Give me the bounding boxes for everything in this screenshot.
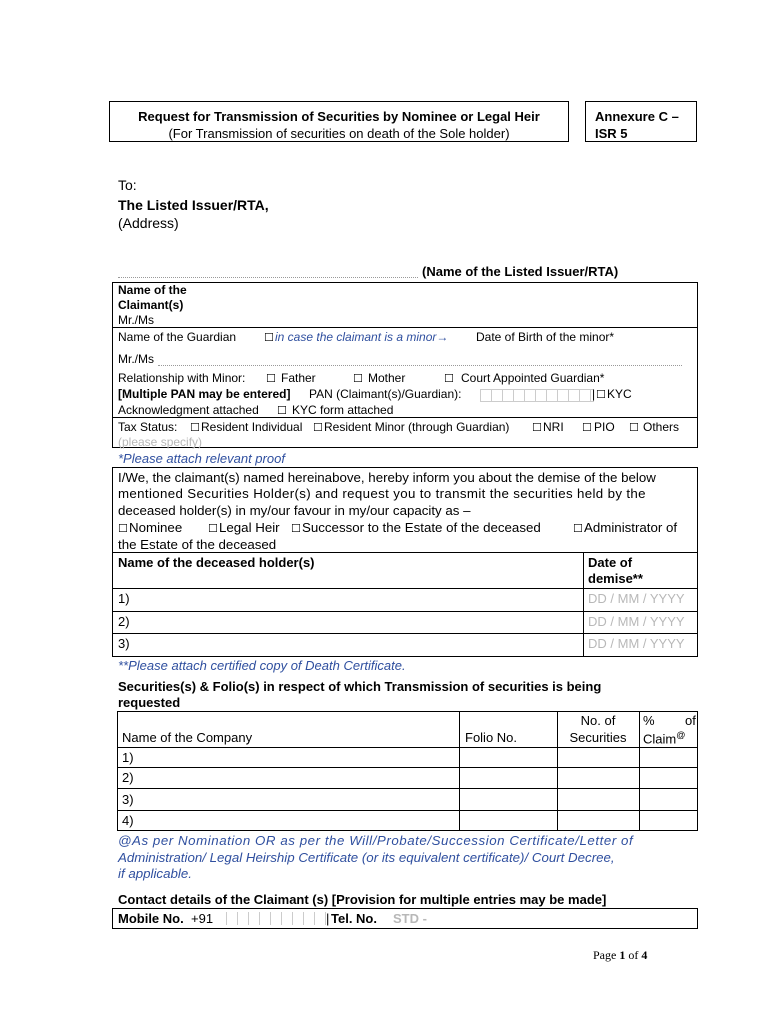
issuer-name-label: (Name of the Listed Issuer/RTA) <box>422 264 619 279</box>
successor-label: Successor to the Estate of the deceased <box>302 520 541 535</box>
minor-checkbox-icon[interactable]: ☐ <box>313 421 323 434</box>
successor-checkbox-icon[interactable]: ☐ <box>291 522 301 535</box>
nomination-note-2: Administration/ Legal Heirship Certificate (or its equivalent certificate)/ Court Decree, <box>118 850 615 865</box>
others-checkbox-icon[interactable]: ☐ <box>629 421 639 434</box>
relationship-label: Relationship with Minor: <box>118 371 246 385</box>
securities-table <box>117 711 698 831</box>
pct-claim-sup: @ <box>676 730 686 740</box>
form-subtitle: (For Transmission of securities on death of the Sole holder) <box>168 126 510 141</box>
mobile-input[interactable] <box>216 912 326 925</box>
page-prefix: Page <box>593 948 617 962</box>
divider <box>117 747 698 748</box>
claimant-name-label-2: Claimant(s) <box>118 298 184 312</box>
kyc-ack-label: Acknowledgment attached <box>118 403 259 417</box>
pan-label: PAN (Claimant(s)/Guardian): <box>309 387 462 401</box>
mobile-separator: | <box>326 911 330 926</box>
divider <box>112 417 698 418</box>
attach-proof-note: *Please attach relevant proof <box>118 451 285 466</box>
nominee-checkbox-icon[interactable]: ☐ <box>118 522 128 535</box>
kyc-checkbox-icon[interactable]: ☐ <box>596 388 606 401</box>
deceased-row-1: 1) <box>118 591 130 606</box>
nomination-note-3: if applicable. <box>118 866 192 881</box>
page-current: 1 <box>619 948 626 962</box>
others-label: Others <box>643 420 680 434</box>
guardian-name-field[interactable] <box>158 364 682 366</box>
dob-label: Date of Birth of the minor* <box>476 330 615 344</box>
nri-label: NRI <box>543 420 564 434</box>
court-checkbox-icon[interactable]: ☐ <box>444 372 454 385</box>
divider <box>112 633 698 634</box>
multiple-pan-label: [Multiple PAN may be entered] <box>118 387 291 401</box>
death-certificate-note: **Please attach certified copy of Death Certificate. <box>118 658 406 673</box>
tel-label: Tel. No. <box>331 911 377 926</box>
guardian-hint: in case the claimant is a minor→ <box>275 330 449 344</box>
divider <box>112 552 698 553</box>
deceased-name-header: Name of the deceased holder(s) <box>118 555 315 570</box>
to-label: To: <box>118 177 137 193</box>
divider <box>639 711 640 831</box>
resident-label: Resident Individual <box>201 420 303 434</box>
demise-date-1[interactable]: DD / MM / YYYY <box>588 591 685 606</box>
securities-row-3: 3) <box>122 792 134 807</box>
no-of-securities-header: No. of <box>580 713 616 728</box>
minor-label: Resident Minor (through Guardian) <box>324 420 510 434</box>
court-label: Court Appointed Guardian* <box>461 371 605 385</box>
page-of: of <box>628 948 639 962</box>
resident-checkbox-icon[interactable]: ☐ <box>190 421 200 434</box>
kyc-form-checkbox-icon[interactable]: ☐ <box>277 404 287 417</box>
mobile-prefix: +91 <box>191 911 214 926</box>
pio-checkbox-icon[interactable]: ☐ <box>582 421 592 434</box>
page-number <box>593 948 647 963</box>
mother-label: Mother <box>368 371 406 385</box>
securities-row-2: 2) <box>122 770 134 785</box>
mother-checkbox-icon[interactable]: ☐ <box>353 372 363 385</box>
pct-claim-of: of <box>685 713 696 728</box>
legal-heir-checkbox-icon[interactable]: ☐ <box>208 522 218 535</box>
pan-input[interactable] <box>480 389 594 402</box>
tax-status-label: Tax Status: <box>118 420 178 434</box>
declaration-line-2: mentioned Securities Holder(s) and request you to transmit the securities held by the <box>118 486 646 501</box>
date-of-demise-header: Date of <box>588 555 633 570</box>
nri-checkbox-icon[interactable]: ☐ <box>532 421 542 434</box>
divider <box>117 767 698 768</box>
divider <box>112 611 698 612</box>
pan-separator: | <box>592 387 596 401</box>
demise-date-3[interactable]: DD / MM / YYYY <box>588 636 685 651</box>
kyc-label: KYC <box>607 387 632 401</box>
please-specify[interactable]: (please specify) <box>118 435 203 449</box>
securities-row-4: 4) <box>122 813 134 828</box>
folio-header: Folio No. <box>465 730 518 745</box>
form-title: Request for Transmission of Securities by Nominee or Legal Heir <box>138 109 540 124</box>
pct-claim-text: Claim <box>643 731 677 747</box>
deceased-row-3: 3) <box>118 636 130 651</box>
divider <box>557 711 558 831</box>
guardian-mrms: Mr./Ms <box>118 352 154 366</box>
claimant-name-field[interactable] <box>160 313 690 326</box>
claimant-name-label: Name of the <box>118 283 187 297</box>
issuer-name-field[interactable] <box>118 276 418 278</box>
annexure-label: Annexure C – <box>595 109 679 124</box>
company-header: Name of the Company <box>122 730 253 745</box>
isr-label: ISR 5 <box>595 126 628 141</box>
contact-heading: Contact details of the Claimant (s) [Provision for multiple entries may be made] <box>118 892 607 907</box>
guardian-label: Name of the Guardian <box>118 330 237 344</box>
address-label: (Address) <box>118 215 179 231</box>
declaration-line-1: I/We, the claimant(s) named hereinabove, hereby inform you about the demise of the below <box>118 470 656 485</box>
estate-label: the Estate of the deceased <box>118 537 277 552</box>
divider <box>117 788 698 789</box>
pio-label: PIO <box>594 420 615 434</box>
nomination-note-1: @As per Nomination OR as per the Will/Probate/Succession Certificate/Letter of <box>118 833 634 848</box>
page-total: 4 <box>641 948 648 962</box>
securities-row-1: 1) <box>122 750 134 765</box>
pct-claim-header-2 <box>643 730 685 746</box>
pct-claim-header: % <box>643 713 655 728</box>
divider <box>117 810 698 811</box>
declaration-line-3: deceased holder(s) in my/our favour in my/our capacity as – <box>118 503 471 518</box>
issuer-label: The Listed Issuer/RTA, <box>118 197 269 213</box>
checkbox-icon[interactable]: ☐ <box>264 331 274 344</box>
administrator-label: Administrator of <box>584 520 678 535</box>
divider <box>583 552 584 657</box>
divider <box>112 327 698 328</box>
administrator-checkbox-icon[interactable]: ☐ <box>573 522 583 535</box>
divider <box>459 711 460 831</box>
std-field[interactable]: STD - <box>393 911 427 926</box>
legal-heir-label: Legal Heir <box>219 520 280 535</box>
kyc-form-label: KYC form attached <box>292 403 394 417</box>
mobile-label: Mobile No. <box>118 911 184 926</box>
securities-heading-2: requested <box>118 695 181 710</box>
nominee-label: Nominee <box>129 520 183 535</box>
no-of-securities-header-2: Securities <box>569 730 627 745</box>
claimant-mrms: Mr./Ms <box>118 313 154 327</box>
divider <box>112 588 698 589</box>
date-of-demise-header-2: demise** <box>588 571 643 586</box>
securities-heading: Securities(s) & Folio(s) in respect of which Transmission of securities is being <box>118 679 602 694</box>
deceased-row-2: 2) <box>118 614 130 629</box>
father-label: Father <box>281 371 316 385</box>
father-checkbox-icon[interactable]: ☐ <box>266 372 276 385</box>
demise-date-2[interactable]: DD / MM / YYYY <box>588 614 685 629</box>
